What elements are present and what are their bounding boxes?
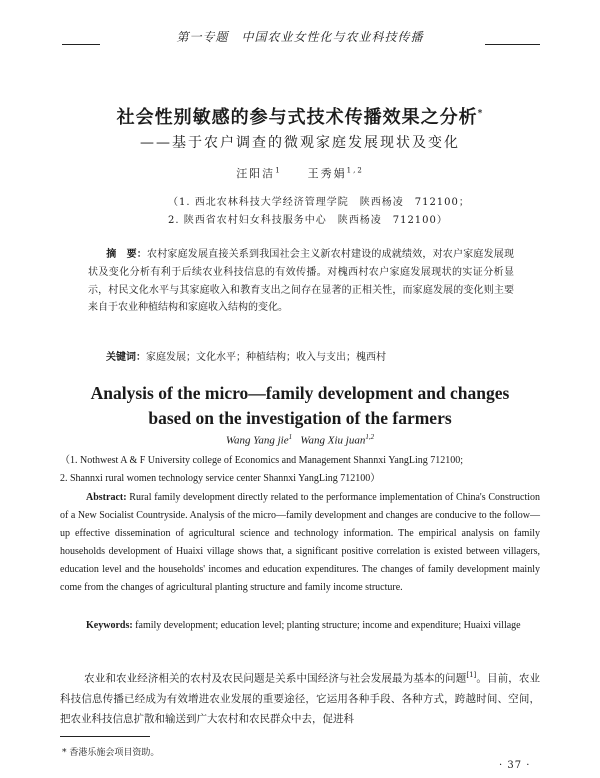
paper-subtitle-cn: ——基于农户调查的微观家庭发展现状及变化 xyxy=(140,135,460,151)
author2-cn: 王秀娟 xyxy=(307,167,347,180)
keywords-en-label: Keywords: xyxy=(86,620,133,631)
keywords-cn-label: 关键词： xyxy=(106,352,146,363)
keywords-cn-text: 家庭发展；文化水平；种植结构；收入与支出；槐西村 xyxy=(146,352,386,363)
footnote: * 香港乐施会项目资助。 xyxy=(62,748,160,758)
running-head-rule-right xyxy=(485,44,540,45)
title-main: 社会性别敏感的参与式技术传播效果之分析 xyxy=(116,107,478,128)
author1-cn: 汪阳洁 xyxy=(236,167,276,180)
footnote-rule xyxy=(60,736,150,737)
keywords-cn xyxy=(88,348,514,363)
abstract-en-text: Rural family development directly related to the performance implementation of China's Construction of a New Socialist Countryside. Analysis of the micro—family development and changes are conducive to the follow—up effective dissemination of agricultural science and technology information. The empirical analysis on family households development of Huaixi village shows that, a significant positive correlation is existed between villagers, education level and the households' incomes and education expenditures. The changes of family development mainly come from the changes of agricultural planting structure and family income structure. xyxy=(60,492,541,593)
reference-marker: [1] xyxy=(466,671,477,679)
authors-cn: 汪阳洁$^1$ 王秀娟$^{1,2}$ xyxy=(236,166,364,180)
body-paragraph: 农业和农业经济相关的农村及农民问题是关系中国经济与社会发展最为基本的问题[1]。目前，农业科技信息传播已经成为有效增进农业发展的重要途径，它运用各种手段、各种方式，跨越时间、空间，把农业科技信息扩散和输送到广大农村和农民群众中去，促进科 xyxy=(60,671,541,725)
paper-title-en-line2: based on the investigation of the farmers xyxy=(148,408,452,428)
title-footnote-marker: * xyxy=(477,109,484,119)
affiliation-en-1: （1. Nothwest A & F University college of Economics and Management Shannxi YangLing 712100; xyxy=(60,455,464,466)
keywords-en xyxy=(60,617,540,635)
keywords-en-text: family development; education level; planting structure; income and expenditure; Huaixi village xyxy=(135,620,521,631)
paper-title-cn xyxy=(0,103,600,129)
authors-en: Wang Yang jie$^1$ Wang Xiu juan$^{1,2}$ xyxy=(225,433,375,447)
abstract-en-label: Abstract: xyxy=(86,492,127,503)
paper-title-en-line1: Analysis of the micro—family development and changes xyxy=(90,383,510,403)
affiliation-cn-2: 2. 陕西省农村妇女科技服务中心 陕西杨凌 712100） xyxy=(168,215,448,226)
author2-en: Wang Xiu juan xyxy=(300,434,366,447)
page-number: · 37 · xyxy=(499,760,531,771)
abstract-en xyxy=(60,489,540,597)
author1-en: Wang Yang jie xyxy=(225,434,289,447)
affiliation-en-2: 2. Shannxi rural women technology service center Shannxi YangLing 712100） xyxy=(60,473,381,484)
running-head-rule-left xyxy=(62,44,100,45)
abstract-cn xyxy=(88,246,514,317)
affiliation-cn-1: （1. 西北农林科技大学经济管理学院 陕西杨凌 712100； xyxy=(168,197,470,208)
abstract-cn-text: 农村家庭发展直接关系到我国社会主义新农村建设的成就绩效，对农户家庭发展现状及变化分析有利于后续农业科技信息的有效传播。对槐西村农户家庭发展现状的实证分析显示，村民文化水平与其家庭收入和教育支出之间存在显著的正相关性，而家庭发展的变化则主要来自于农业种植结构和家庭收入结构的变化。 xyxy=(88,249,514,314)
abstract-cn-label: 摘 要： xyxy=(106,249,147,260)
running-head: 第一专题 中国农业女性化与农业科技传播 xyxy=(176,30,424,44)
